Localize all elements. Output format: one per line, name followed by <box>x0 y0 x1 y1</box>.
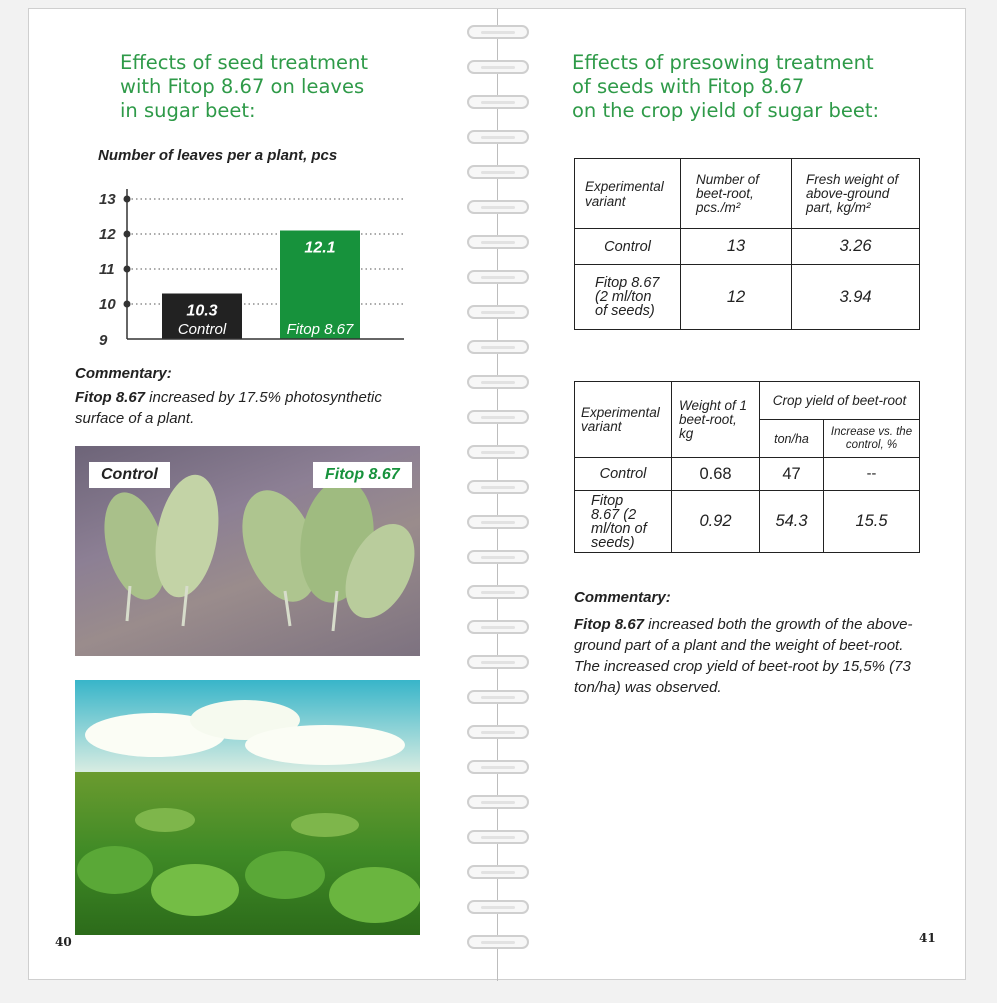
right-commentary-text <box>574 614 924 698</box>
bar-category-label: Fitop 8.67 <box>286 321 354 338</box>
table2-cell: 54.3 <box>760 491 824 553</box>
binding-ring <box>467 865 529 879</box>
binding-ring <box>467 200 529 214</box>
table2-subheader-increase: Increase vs. the control, % <box>824 420 920 458</box>
table2-cell: 47 <box>760 458 824 491</box>
table1-header-count: Number of beet-root, pcs./m² <box>681 159 792 229</box>
table1-cell: 13 <box>681 229 792 265</box>
binding-ring <box>467 130 529 144</box>
left-commentary-product: Fitop 8.67 <box>75 389 146 406</box>
binding-ring <box>467 480 529 494</box>
table1-header-variant: Experimental variant <box>575 159 681 229</box>
binding-ring <box>467 690 529 704</box>
right-commentary-heading: Commentary: <box>574 589 671 606</box>
table1-header-weight: Fresh weight of above-ground part, kg/m² <box>792 159 920 229</box>
table1-cell: 3.26 <box>792 229 920 265</box>
table1-cell: Control <box>575 229 681 265</box>
chart-title: Number of leaves per a plant, pcs <box>98 147 338 164</box>
left-commentary-heading: Commentary: <box>75 365 172 382</box>
right-page-number: 41 <box>919 931 936 945</box>
binding-ring <box>467 585 529 599</box>
binding-ring <box>467 445 529 459</box>
table2-header-weight: Weight of 1 beet-root, kg <box>672 382 760 458</box>
leaves-photo <box>75 446 420 656</box>
binding-ring <box>467 620 529 634</box>
crop-yield-table <box>574 381 920 553</box>
sugar-beet-field-image <box>75 680 420 935</box>
binding-ring <box>467 760 529 774</box>
binding-ring <box>467 340 529 354</box>
table2-header-variant: Experimental variant <box>575 382 672 458</box>
binding-ring <box>467 60 529 74</box>
y-tick-label: 12 <box>99 226 116 243</box>
table2-cell: Fitop 8.67 (2 ml/ton of seeds) <box>575 491 672 553</box>
table2-cell: Control <box>575 458 672 491</box>
bar-category-label: Control <box>177 321 227 338</box>
binding-ring <box>467 655 529 669</box>
table2-subheader-ton: ton/ha <box>760 420 824 458</box>
table1-cell: 3.94 <box>792 265 920 330</box>
bar-value-label: 10.3 <box>186 302 218 320</box>
binding-ring <box>467 725 529 739</box>
table2-cell: 0.92 <box>672 491 760 553</box>
left-commentary-body: increased by 17.5% photosynthetic surface of a plant. <box>75 389 382 427</box>
binding-ring <box>467 935 529 949</box>
table2-cell: -- <box>824 458 920 491</box>
right-page-title: Effects of presowing treatment of seeds with Fitop 8.67 on the crop yield of sugar beet: <box>572 51 880 122</box>
right-commentary-body: increased both the growth of the above-ground part of a plant and the weight of beet-root. The increased crop yield of beet-root by 15,5% (73 ton/ha) was observed. <box>574 616 913 696</box>
y-tick-label: 9 <box>99 332 108 349</box>
binding-ring <box>467 900 529 914</box>
table1-cell: 12 <box>681 265 792 330</box>
stand-density-table <box>574 158 920 330</box>
table1-cell: Fitop 8.67 (2 ml/ton of seeds) <box>575 265 681 330</box>
photo-label-control: Control <box>89 462 170 488</box>
binding-ring <box>467 25 529 39</box>
binding-ring <box>467 795 529 809</box>
binding-ring <box>467 235 529 249</box>
binding-ring <box>467 95 529 109</box>
y-tick-label: 10 <box>99 296 116 313</box>
left-page-title: Effects of seed treatment with Fitop 8.67 on leaves in sugar beet: <box>120 51 369 122</box>
binding-ring <box>467 305 529 319</box>
leaves-bar-chart <box>69 169 409 349</box>
binding-ring <box>467 515 529 529</box>
field-photo <box>75 680 420 935</box>
table2-cell: 0.68 <box>672 458 760 491</box>
left-page-number: 40 <box>55 935 72 949</box>
binding-ring <box>467 165 529 179</box>
book-spread <box>28 8 966 980</box>
binding-ring <box>467 270 529 284</box>
right-commentary-product: Fitop 8.67 <box>574 616 645 633</box>
binding-ring <box>467 410 529 424</box>
table2-header-yield: Crop yield of beet-root <box>760 382 920 420</box>
binding-ring <box>467 830 529 844</box>
y-tick-label: 11 <box>99 261 115 278</box>
table2-cell: 15.5 <box>824 491 920 553</box>
binding-ring <box>467 550 529 564</box>
binding-ring <box>467 375 529 389</box>
y-tick-label: 13 <box>99 191 116 208</box>
photo-label-fitop: Fitop 8.67 <box>313 462 412 488</box>
bar-value-label: 12.1 <box>304 239 336 257</box>
left-commentary-text <box>75 387 425 429</box>
